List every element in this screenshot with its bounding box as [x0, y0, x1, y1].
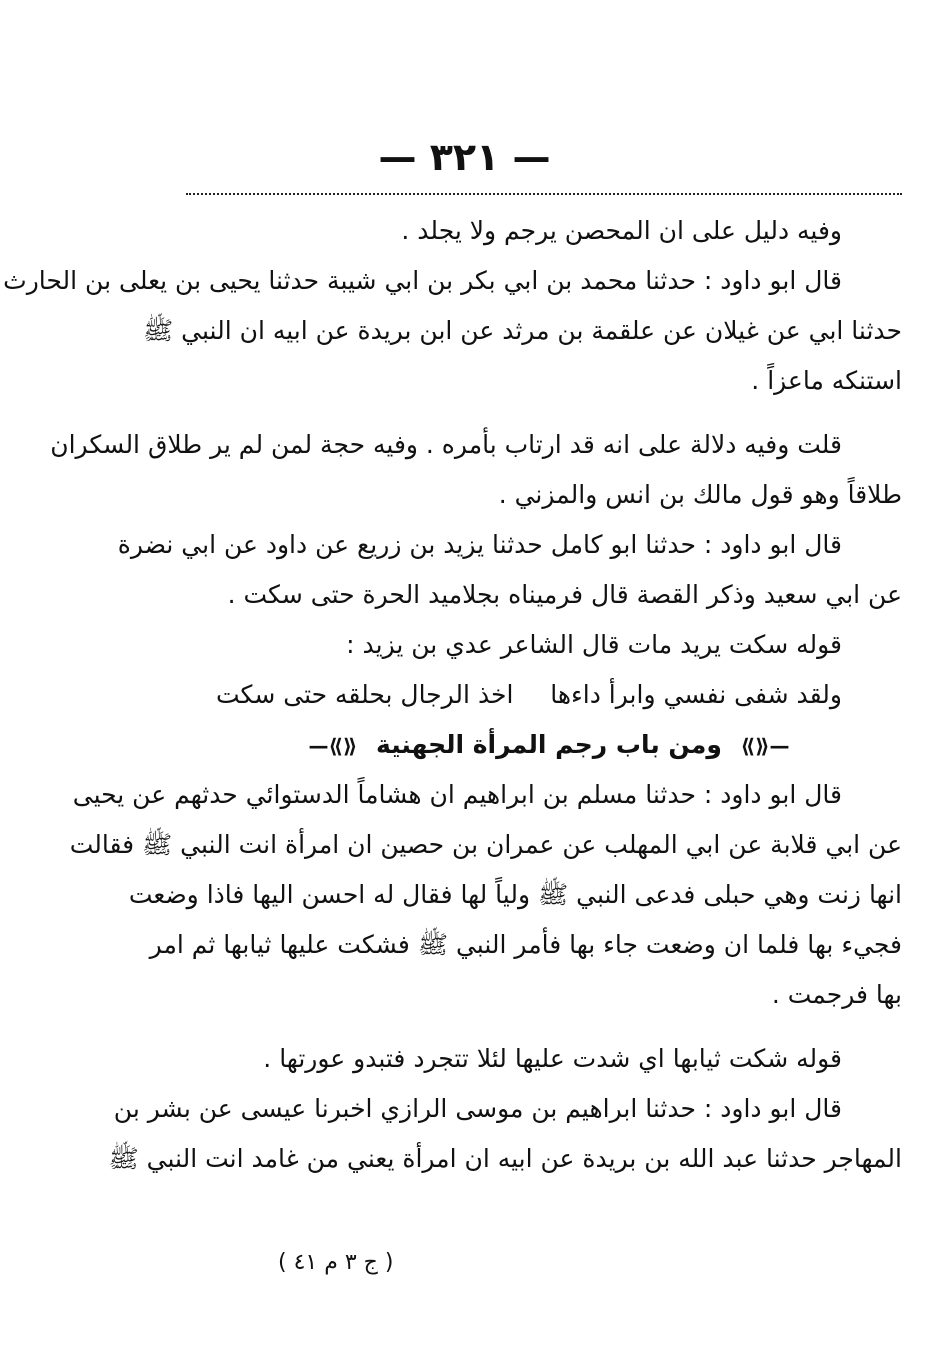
page-number: — ٣٢١ —	[378, 135, 551, 179]
verse-first-hemistich: ولقد شفى نفسي وابرأ داءها	[550, 680, 842, 709]
text-line: وفيه دليل على ان المحصن يرجم ولا يجلد .	[401, 216, 842, 245]
paragraph-gap	[196, 1020, 902, 1034]
signature-mark: ( ج ٣ م ٤١ )	[278, 1250, 394, 1275]
text-line: استنكه ماعزاً .	[751, 366, 902, 395]
text-line: عن ابي قلابة عن ابي المهلب عن عمران بن حصين ان امرأة انت النبي ﷺ فقالت	[69, 830, 902, 859]
text-line: عن ابي سعيد وذكر القصة قال فرميناه بجلاميد الحرة حتى سكت .	[227, 580, 902, 609]
ornament-left: ⟪⟫—	[308, 734, 358, 758]
text-line: فجيء بها فلما ان وضعت جاء بها فأمر النبي ﷺ فشكت عليها ثيابها ثم امر	[149, 930, 902, 959]
text-line: المهاجر حدثنا عبد الله بن بريدة عن ابيه ان امرأة يعني من غامد انت النبي ﷺ	[108, 1144, 902, 1173]
text-line: انها زنت وهي حبلى فدعى النبي ﷺ ولياً لها فقال له احسن اليها فاذا وضعت	[128, 880, 902, 909]
chapter-heading-text: ومن باب رجم المرأة الجهنية	[376, 730, 722, 759]
text-line: قلت وفيه دلالة على انه قد ارتاب بأمره . وفيه حجة لمن لم ير طلاق السكران	[50, 430, 842, 459]
text-line: قال ابو داود : حدثنا ابراهيم بن موسى الرازي اخبرنا عيسى عن بشر بن	[113, 1094, 842, 1123]
text-line: قال ابو داود : حدثنا محمد بن ابي بكر بن ابي شيبة حدثنا يحيى بن يعلى بن الحارث	[3, 266, 842, 295]
text-line: قوله سكت يريد مات قال الشاعر عدي بن يزيد :	[346, 630, 842, 659]
chapter-heading	[196, 720, 902, 770]
poem-verse	[196, 670, 902, 720]
text-line: قال ابو داود : حدثنا مسلم بن ابراهيم ان هشاماً الدستوائي حدثهم عن يحيى	[72, 780, 842, 809]
text-line: حدثنا ابي عن غيلان عن علقمة بن مرثد عن ابن بريدة عن ابيه ان النبي ﷺ	[143, 316, 902, 345]
text-line: بها فرجمت .	[771, 980, 902, 1009]
paragraph-gap	[196, 406, 902, 420]
text-line: قال ابو داود : حدثنا ابو كامل حدثنا يزيد بن زريع عن داود عن ابي نضرة	[117, 530, 842, 559]
header-rule	[186, 193, 902, 195]
text-line: قوله شكت ثيابها اي شدت عليها لئلا تتجرد فتبدو عورتها .	[263, 1044, 842, 1073]
ornament-right: —⟪⟫	[740, 734, 790, 758]
body-text	[3, 206, 902, 1184]
text-line: طلاقاً وهو قول مالك بن انس والمزني .	[498, 480, 902, 509]
verse-second-hemistich: اخذ الرجال بحلقه حتى سكت	[216, 680, 514, 709]
